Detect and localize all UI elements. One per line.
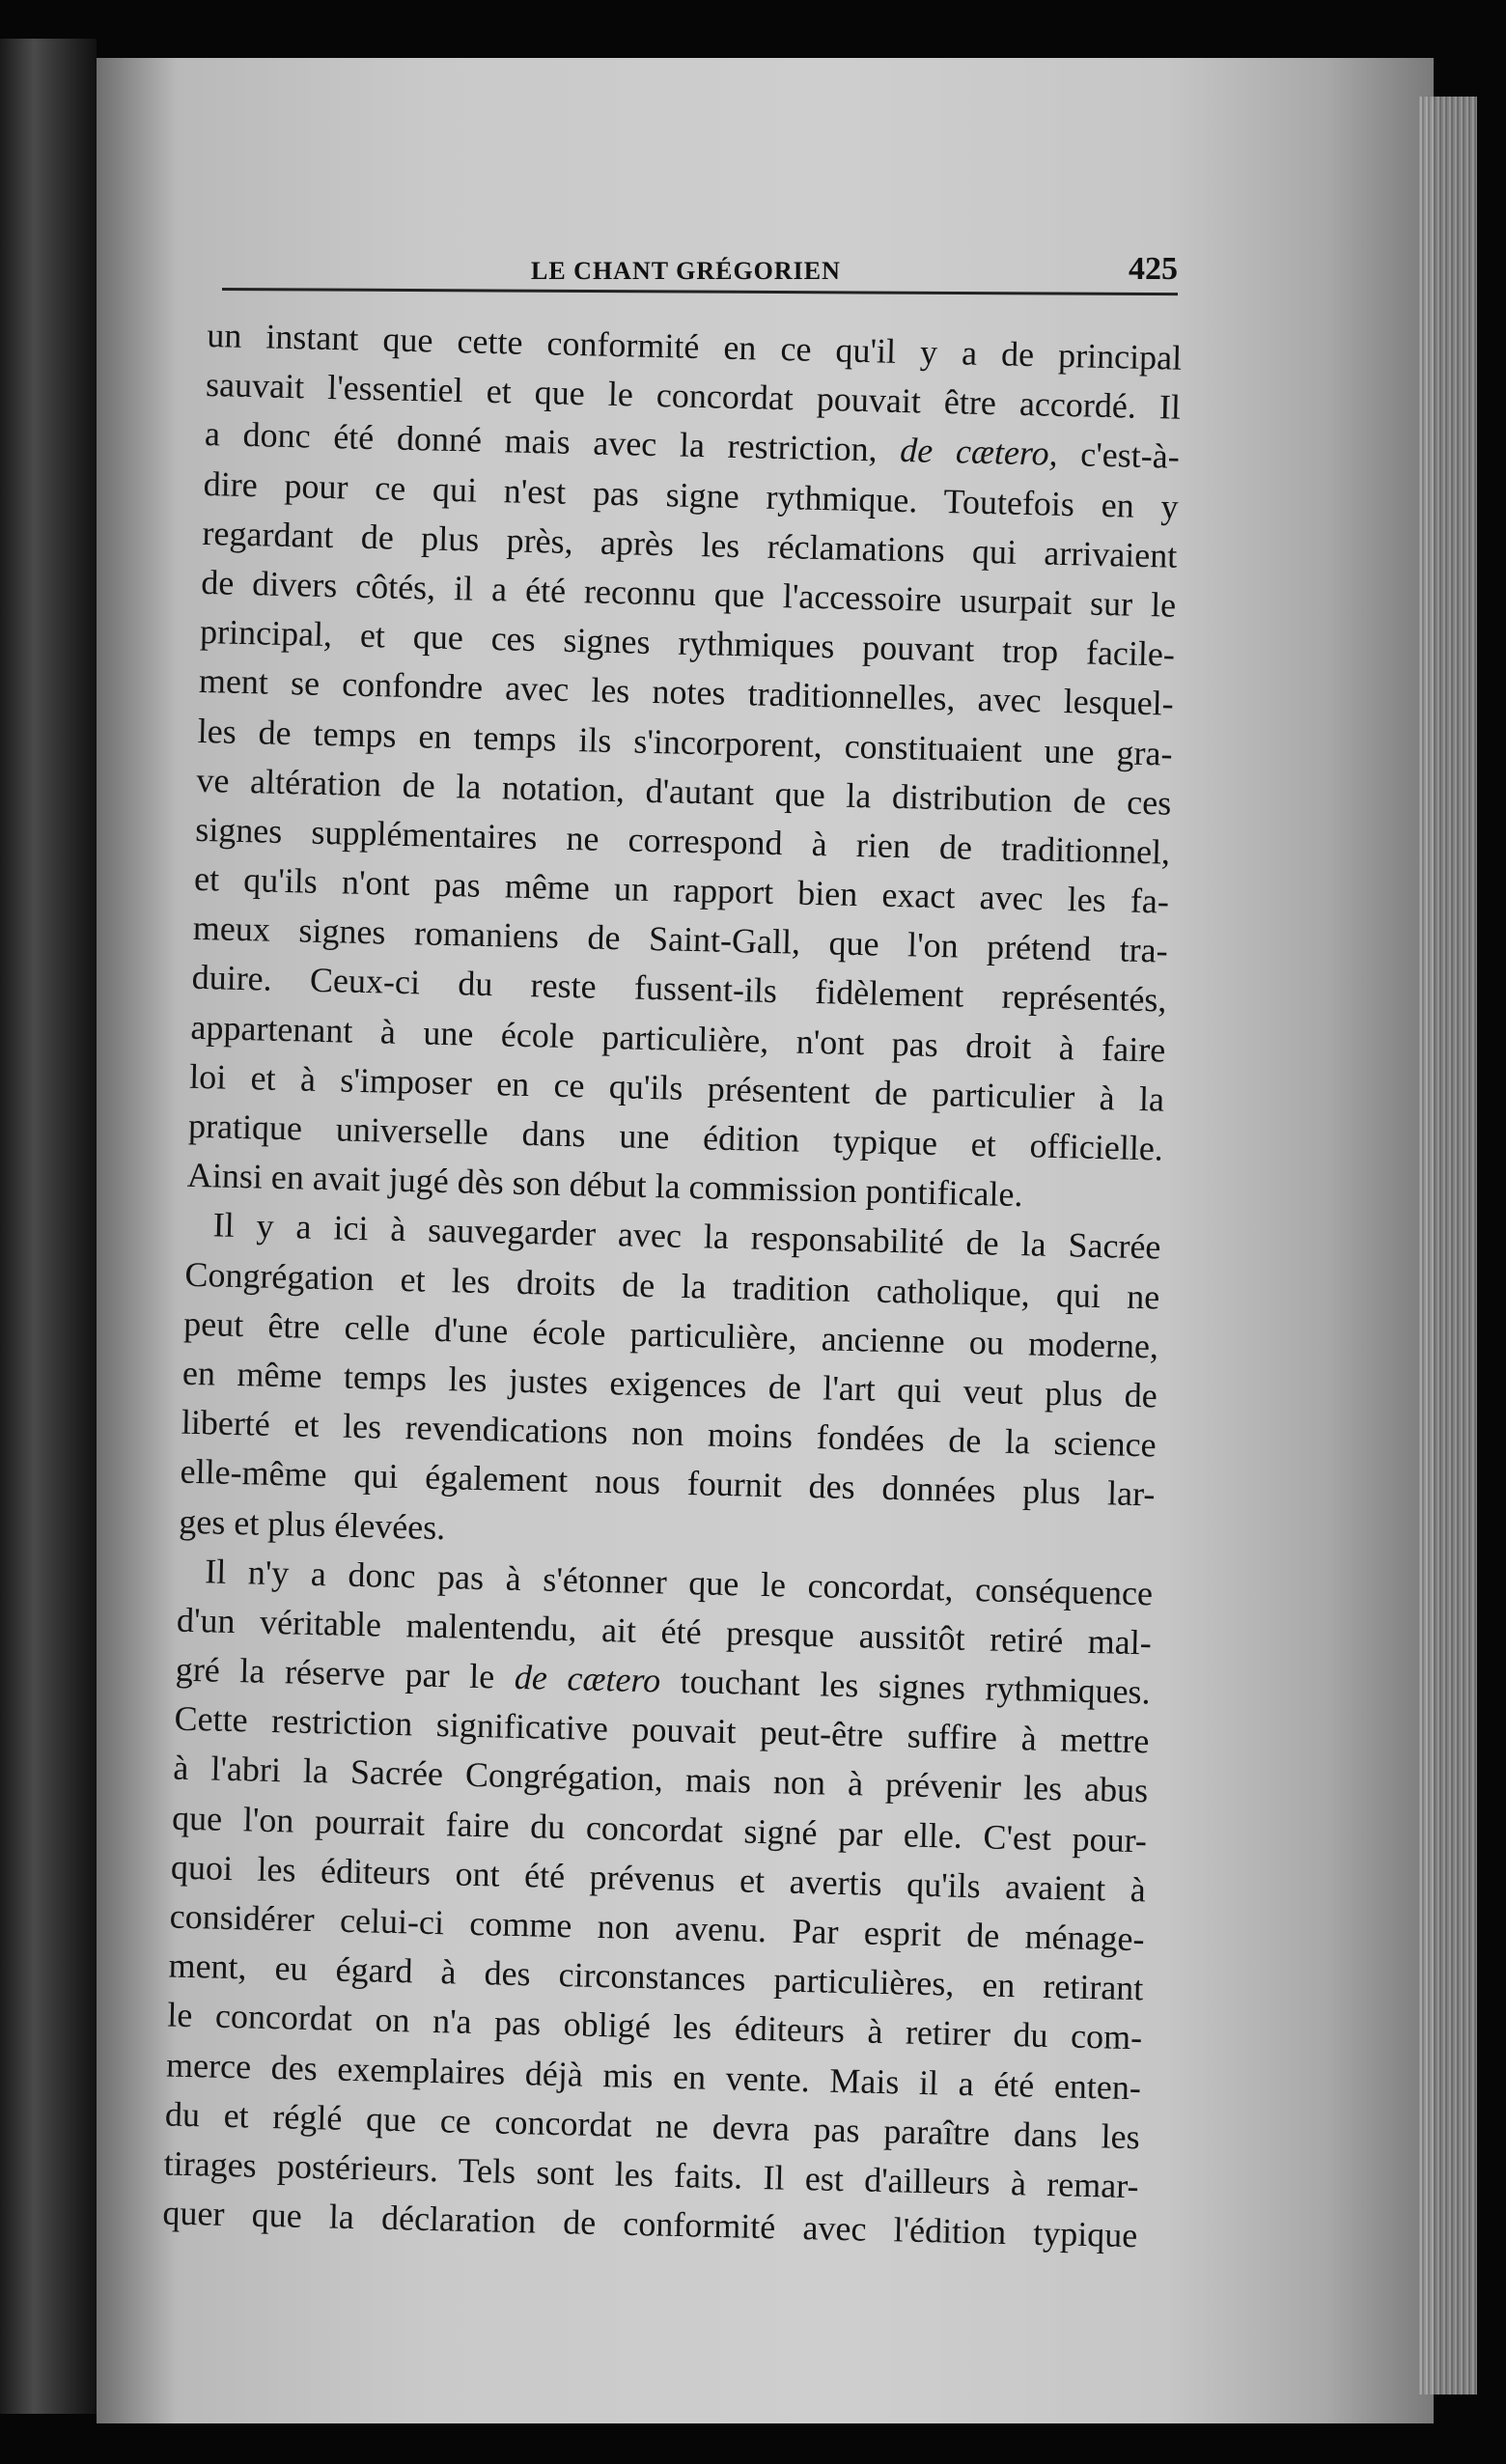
text-line: meux signes romaniens de Saint-Gall, que l'on prétend tra-: [192, 909, 1169, 970]
text-line: Ainsi en avait jugé dès son début la commission pontificale.: [186, 1155, 1023, 1215]
text-line: appartenant à une école particulière, n'ont pas droit à faire: [190, 1007, 1166, 1070]
text-line: merce des exemplaires déjà mis en vente. Mais il a été enten-: [165, 2045, 1142, 2107]
text-line: que l'on pourrait faire du concordat signé par elle. C'est pour-: [171, 1798, 1148, 1860]
text-line: tirages postérieurs. Tels sont les faits. Il est d'ailleurs à remar-: [163, 2143, 1139, 2206]
text-line: de divers côtés, il a été reconnu que l'accessoire usurpait sur le: [200, 562, 1177, 625]
italic-latin-phrase: de cætero,: [899, 431, 1059, 474]
text-line: d'un véritable malentendu, ait été presque aussitôt retiré mal-: [176, 1600, 1153, 1663]
text-line-end: touchant les signes rythmiques.: [680, 1662, 1152, 1712]
text-line: les de temps en temps ils s'incorporent, constituaient une gra-: [197, 711, 1173, 773]
page-number: 425: [1129, 251, 1178, 287]
text-line: elle-même qui également nous fournit des données plus lar-: [180, 1451, 1156, 1514]
text-line: sauvait l'essentiel et que le concordat pouvait être accordé. Il: [205, 365, 1182, 427]
text-line: Congrégation et les droits de la tradition catholique, qui ne: [184, 1254, 1160, 1317]
text-line: pratique universelle dans une édition typique et officielle.: [187, 1106, 1164, 1168]
text-line: liberté et les revendications non moins fondées de la science: [181, 1402, 1157, 1465]
text-line: ges et plus élevées.: [178, 1501, 446, 1547]
text-line: peut être celle d'une école particulière, ancienne ou moderne,: [182, 1303, 1159, 1366]
italic-latin-phrase: de cætero: [514, 1657, 661, 1700]
text-line: un instant que cette conformité en ce qu'il y a de principal: [206, 315, 1183, 378]
text-line: loi et à s'imposer en ce qu'ils présentent de particulier à la: [188, 1056, 1165, 1119]
text-line: Il y a ici à sauvegarder avec la responsabilité de la Sacrée: [212, 1205, 1161, 1267]
text-line: Il n'y a donc pas à s'étonner que le concordat, conséquence: [204, 1551, 1154, 1613]
text-line: ve altération de la notation, d'autant que la distribution de ces: [196, 760, 1172, 823]
running-head: [222, 251, 1178, 294]
text-line: principal, et que ces signes rythmiques pouvant trop facile-: [199, 612, 1176, 674]
text-line-start: gré la réserve par le: [175, 1649, 495, 1696]
text-line: à l'abri la Sacrée Congrégation, mais non à prévenir les abus: [172, 1749, 1149, 1810]
text-line: signes supplémentaires ne correspond à rien de traditionnel,: [194, 809, 1171, 872]
text-line: ment, eu égard à des circonstances particulières, en retirant: [168, 1946, 1144, 2008]
text-line: quer que la déclaration de conformité avec l'édition typique: [162, 2193, 1138, 2255]
text-line: Cette restriction significative pouvait peut-être suffire à mettre: [174, 1698, 1150, 1761]
text-line-start: a donc été donné mais avec la restriction,: [204, 414, 878, 469]
text-line: et qu'ils n'ont pas même un rapport bien exact avec les fa-: [193, 858, 1170, 921]
text-line: quoi les éditeurs ont été prévenus et avertis qu'ils avaient à: [170, 1847, 1147, 1910]
text-line: regardant de plus près, après les réclamations qui arrivaient: [202, 513, 1178, 575]
text-line: le concordat on n'a pas obligé les éditeurs à retirer du com-: [166, 1995, 1143, 2058]
text-line: considérer celui-ci comme non avenu. Par esprit de ménage-: [169, 1896, 1146, 1959]
text-line: du et réglé que ce concordat ne devra pas paraître dans les: [164, 2094, 1141, 2157]
facing-page-edge: [0, 39, 97, 2414]
text-line: ment se confondre avec les notes traditionnelles, avec lesquel-: [198, 661, 1175, 723]
text-line: en même temps les justes exigences de l'art qui veut plus de: [181, 1353, 1158, 1415]
running-title: LE CHANT GRÉGORIEN: [531, 257, 841, 285]
body-text: [162, 311, 1183, 2261]
text-line-end: c'est-à-: [1079, 434, 1181, 477]
text-line: duire. Ceux-ci du reste fussent-ils fidèlement représentés,: [191, 958, 1167, 1021]
text-line: dire pour ce qui n'est pas signe rythmique. Toutefois en y: [203, 463, 1179, 526]
page-stack-edge: [1419, 97, 1477, 2394]
